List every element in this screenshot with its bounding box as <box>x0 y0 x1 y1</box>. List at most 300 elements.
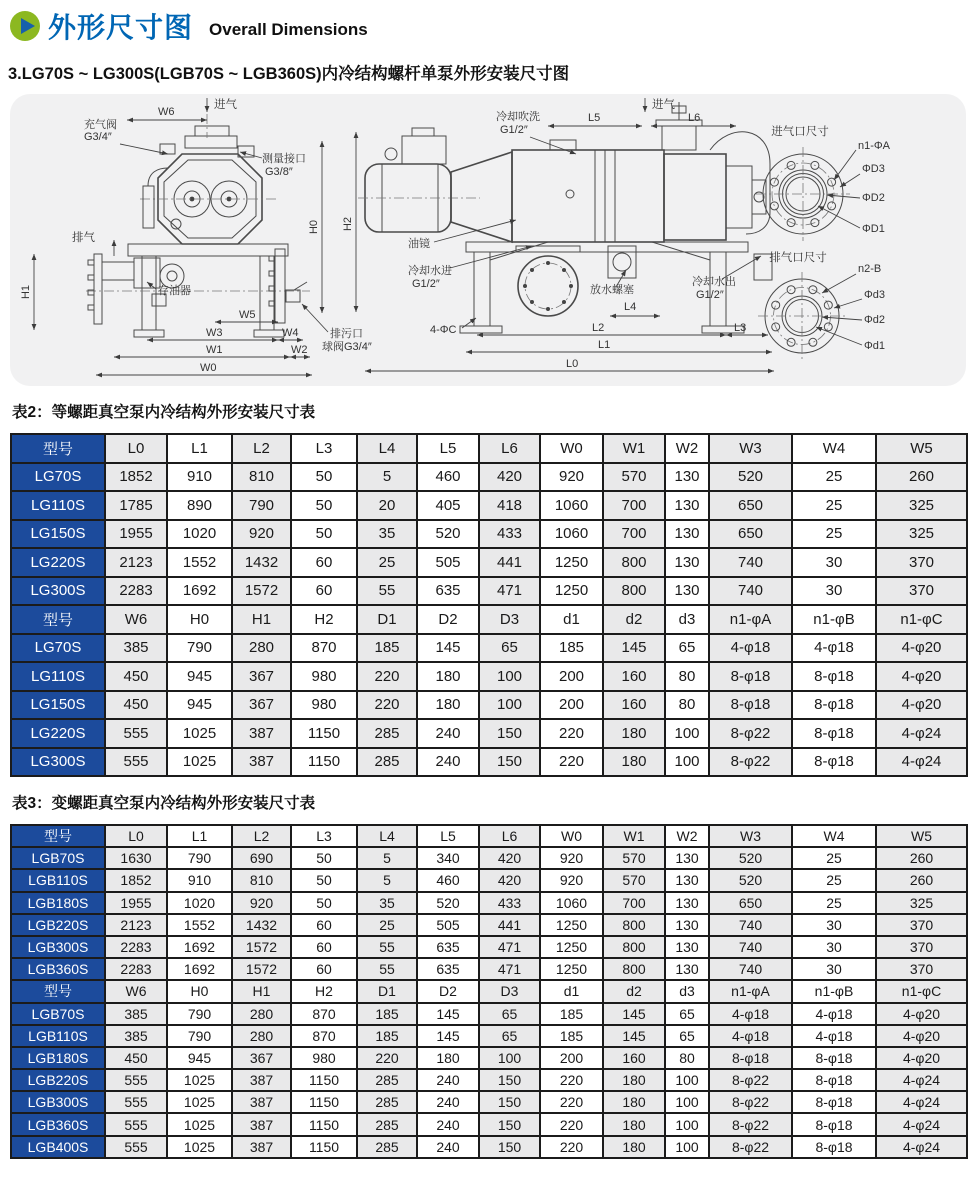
column-header-cell: n1-φA <box>709 605 792 634</box>
dim-label-l6: L6 <box>688 112 701 124</box>
dimension-value-cell: 4-φ24 <box>876 1113 967 1135</box>
dimension-value-cell: 441 <box>479 548 540 577</box>
dimension-value-cell: 1692 <box>167 958 232 980</box>
dimension-value-cell: 4-φ18 <box>792 1003 876 1025</box>
table-row <box>11 892 967 914</box>
dimension-value-cell: 790 <box>167 1003 232 1025</box>
dimension-value-cell: 130 <box>665 491 709 520</box>
dimension-value-cell: 385 <box>105 634 167 663</box>
dimension-value-cell: 150 <box>479 1091 540 1113</box>
dimension-value-cell: 1955 <box>105 892 167 914</box>
dimension-value-cell: 387 <box>232 1136 291 1158</box>
column-header-cell: n1-φB <box>792 605 876 634</box>
dimension-value-cell: 370 <box>876 914 967 936</box>
dimension-value-cell: 340 <box>417 847 479 869</box>
dimension-value-cell: 8-φ18 <box>792 719 876 748</box>
inlet-d2-label: ΦD2 <box>862 192 885 204</box>
dimension-value-cell: 80 <box>665 662 709 691</box>
dimension-value-cell: 1025 <box>167 719 232 748</box>
outlet-d1-label: Φd1 <box>864 340 886 352</box>
dimension-value-cell: 30 <box>792 936 876 958</box>
model-header-cell: 型号 <box>11 980 105 1002</box>
dimension-value-cell: 1432 <box>232 914 291 936</box>
dimension-value-cell: 1572 <box>232 577 291 606</box>
dimension-value-cell: 130 <box>665 892 709 914</box>
dimension-value-cell: 700 <box>603 892 665 914</box>
model-name-cell: LGB70S <box>11 847 105 869</box>
dimension-value-cell: 790 <box>167 1025 232 1047</box>
dimension-value-cell: 50 <box>291 463 357 492</box>
dimension-value-cell: 920 <box>232 892 291 914</box>
table-row <box>11 463 967 492</box>
dimension-value-cell: 433 <box>479 892 540 914</box>
cooling-in-label: 冷却水进 <box>408 265 452 277</box>
exhaust-label: 排气 <box>72 232 95 244</box>
dimension-value-cell: 285 <box>357 748 417 777</box>
model-name-cell: LGB110S <box>11 869 105 891</box>
column-header-cell: H0 <box>167 605 232 634</box>
dimension-value-cell: 1020 <box>167 520 232 549</box>
dimension-value-cell: 650 <box>709 520 792 549</box>
column-header-cell: n1-φA <box>709 980 792 1002</box>
dimension-value-cell: 4-φ18 <box>709 1025 792 1047</box>
dimension-value-cell: 180 <box>603 1091 665 1113</box>
dimension-value-cell: 130 <box>665 847 709 869</box>
table-row <box>11 748 967 777</box>
column-header-cell: L0 <box>105 434 167 463</box>
dim-label-l2: L2 <box>592 322 605 334</box>
dimension-value-cell: 870 <box>291 1025 357 1047</box>
dimension-value-cell: 1060 <box>540 491 603 520</box>
dimension-value-cell: 220 <box>540 719 603 748</box>
dimension-value-cell: 150 <box>479 1069 540 1091</box>
dimension-value-cell: 200 <box>540 1047 603 1069</box>
dimension-value-cell: 180 <box>603 748 665 777</box>
dimension-value-cell: 130 <box>665 577 709 606</box>
model-name-cell: LGB180S <box>11 1047 105 1069</box>
dimension-value-cell: 240 <box>417 1069 479 1091</box>
dimension-value-cell: 8-φ18 <box>792 1113 876 1135</box>
dimension-value-cell: 35 <box>357 520 417 549</box>
dimension-value-cell: 65 <box>479 1003 540 1025</box>
table-row <box>11 577 967 606</box>
column-header-cell: W6 <box>105 605 167 634</box>
dimension-value-cell: 4-φ20 <box>876 1003 967 1025</box>
dimension-value-cell: 800 <box>603 958 665 980</box>
dimension-value-cell: 1552 <box>167 914 232 936</box>
dimension-value-cell: 471 <box>479 936 540 958</box>
column-header-cell: W0 <box>540 434 603 463</box>
dimension-value-cell: 367 <box>232 662 291 691</box>
dimension-value-cell: 910 <box>167 463 232 492</box>
dimension-value-cell: 1955 <box>105 520 167 549</box>
column-header-cell: H1 <box>232 980 291 1002</box>
dimension-value-cell: 1150 <box>291 719 357 748</box>
dimension-value-cell: 130 <box>665 936 709 958</box>
dimension-value-cell: 145 <box>603 1003 665 1025</box>
dimension-value-cell: 570 <box>603 847 665 869</box>
model-name-cell: LGB360S <box>11 1113 105 1135</box>
dimension-value-cell: 5 <box>357 463 417 492</box>
dim-label-l3: L3 <box>734 322 747 334</box>
table-row <box>11 1025 967 1047</box>
dimension-value-cell: 370 <box>876 958 967 980</box>
measure-port-label: 测量接口 <box>262 153 306 165</box>
dimension-value-cell: 570 <box>603 869 665 891</box>
dim-label-w2: W2 <box>291 344 308 356</box>
table-row <box>11 1047 967 1069</box>
dimension-value-cell: 4-φ20 <box>876 1047 967 1069</box>
dimension-value-cell: 60 <box>291 936 357 958</box>
column-header-cell: W6 <box>105 980 167 1002</box>
dimension-value-cell: 570 <box>603 463 665 492</box>
oil-sight-label: 油镜 <box>408 238 430 250</box>
table-row <box>11 691 967 720</box>
dimension-value-cell: 50 <box>291 847 357 869</box>
column-header-cell: H0 <box>167 980 232 1002</box>
drawing-panel <box>10 94 966 386</box>
dimension-value-cell: 740 <box>709 914 792 936</box>
dim-label-w4: W4 <box>282 327 299 339</box>
model-name-cell: LGB300S <box>11 1091 105 1113</box>
outlet-d3-label: Φd3 <box>864 289 886 301</box>
dimension-value-cell: 505 <box>417 914 479 936</box>
column-header-cell: L3 <box>291 434 357 463</box>
side-intake-label: 进气 <box>652 99 675 111</box>
dimension-value-cell: 130 <box>665 914 709 936</box>
dimension-value-cell: 650 <box>709 491 792 520</box>
dimension-value-cell: 555 <box>105 719 167 748</box>
dimension-value-cell: 60 <box>291 577 357 606</box>
dimension-value-cell: 4-φ24 <box>876 1091 967 1113</box>
dimension-value-cell: 450 <box>105 1047 167 1069</box>
dimension-value-cell: 220 <box>357 1047 417 1069</box>
table-row <box>11 936 967 958</box>
dimension-value-cell: 130 <box>665 463 709 492</box>
drain-port-label: 排污口 <box>330 328 363 340</box>
model-name-cell: LG220S <box>11 719 105 748</box>
column-header-cell: W5 <box>876 434 967 463</box>
table-row <box>11 1113 967 1135</box>
column-header-cell: D2 <box>417 980 479 1002</box>
dimension-value-cell: 387 <box>232 748 291 777</box>
front-intake-label: 进气 <box>214 99 237 111</box>
column-header-cell: D2 <box>417 605 479 634</box>
dimension-value-cell: 4-φ20 <box>876 1025 967 1047</box>
dimension-value-cell: 800 <box>603 548 665 577</box>
dimension-value-cell: 1432 <box>232 548 291 577</box>
dimension-value-cell: 367 <box>232 691 291 720</box>
dimension-value-cell: 150 <box>479 1113 540 1135</box>
column-header-cell: W1 <box>603 825 665 847</box>
dimension-value-cell: 285 <box>357 1136 417 1158</box>
dimension-value-cell: 55 <box>357 577 417 606</box>
table-row <box>11 491 967 520</box>
column-header-cell: L1 <box>167 825 232 847</box>
table-row <box>11 847 967 869</box>
table-row <box>11 1003 967 1025</box>
dimension-value-cell: 8-φ18 <box>792 691 876 720</box>
column-header-cell: D3 <box>479 980 540 1002</box>
dimension-value-cell: 920 <box>540 463 603 492</box>
dimension-value-cell: 8-φ22 <box>709 1091 792 1113</box>
inlet-bolt-label: n1-ΦA <box>858 140 891 152</box>
dimension-value-cell: 800 <box>603 914 665 936</box>
dimension-value-cell: 100 <box>479 1047 540 1069</box>
dimension-value-cell: 405 <box>417 491 479 520</box>
outlet-d2-label: Φd2 <box>864 314 886 326</box>
model-name-cell: LG70S <box>11 463 105 492</box>
dimension-value-cell: 8-φ22 <box>709 1136 792 1158</box>
dim-label-w3: W3 <box>206 327 223 339</box>
dimension-value-cell: 240 <box>417 1091 479 1113</box>
dim-label-l5: L5 <box>588 112 601 124</box>
dimension-value-cell: 185 <box>357 1003 417 1025</box>
dimension-value-cell: 160 <box>603 691 665 720</box>
model-name-cell: LGB70S <box>11 1003 105 1025</box>
dimension-value-cell: 60 <box>291 958 357 980</box>
dimension-value-cell: 100 <box>665 719 709 748</box>
dim-label-w0: W0 <box>200 362 217 374</box>
column-header-cell: H2 <box>291 605 357 634</box>
dimension-value-cell: 25 <box>357 548 417 577</box>
dimension-value-cell: 1572 <box>232 936 291 958</box>
dim-label-h0: H0 <box>308 219 320 235</box>
model-header-cell: 型号 <box>11 605 105 634</box>
model-name-cell: LG220S <box>11 548 105 577</box>
dimension-value-cell: 25 <box>792 892 876 914</box>
dimension-value-cell: 980 <box>291 691 357 720</box>
page-title-cn: 外形尺寸图 <box>48 12 194 43</box>
dimension-value-cell: 25 <box>792 520 876 549</box>
column-header-cell: L5 <box>417 434 479 463</box>
dimension-value-cell: 325 <box>876 491 967 520</box>
column-header-cell: W1 <box>603 434 665 463</box>
table-row <box>11 869 967 891</box>
dimension-value-cell: 8-φ22 <box>709 1113 792 1135</box>
dimension-value-cell: 520 <box>417 520 479 549</box>
table-row <box>11 662 967 691</box>
column-header-cell: d3 <box>665 605 709 634</box>
dimension-value-cell: 1060 <box>540 520 603 549</box>
dimension-value-cell: 1025 <box>167 1136 232 1158</box>
dimension-value-cell: 150 <box>479 1136 540 1158</box>
dimension-value-cell: 555 <box>105 1113 167 1135</box>
dimension-value-cell: 8-φ22 <box>709 748 792 777</box>
column-header-cell: W3 <box>709 825 792 847</box>
model-name-cell: LG110S <box>11 491 105 520</box>
column-header-cell: n1-φC <box>876 605 967 634</box>
dimension-value-cell: 185 <box>357 1025 417 1047</box>
column-header-cell: W2 <box>665 434 709 463</box>
cooling-out-size: G1/2″ <box>696 289 724 301</box>
dimension-value-cell: 200 <box>540 662 603 691</box>
dimension-value-cell: 740 <box>709 958 792 980</box>
dimension-value-cell: 4-φ24 <box>876 748 967 777</box>
play-icon <box>10 11 40 41</box>
dimension-value-cell: 185 <box>540 1003 603 1025</box>
dimension-drawing <box>10 94 966 386</box>
dimension-value-cell: 25 <box>792 491 876 520</box>
dimension-value-cell: 4-φ20 <box>876 662 967 691</box>
dimension-value-cell: 790 <box>167 847 232 869</box>
table-row <box>11 634 967 663</box>
dimension-value-cell: 1552 <box>167 548 232 577</box>
dimension-value-cell: 920 <box>232 520 291 549</box>
dimension-value-cell: 130 <box>665 520 709 549</box>
table2-caption: 表2：等螺距真空泵内冷结构外形安装尺寸表 <box>12 404 316 421</box>
dimension-value-cell: 8-φ18 <box>709 691 792 720</box>
dimension-value-cell: 471 <box>479 577 540 606</box>
dimension-value-cell: 65 <box>479 1025 540 1047</box>
dimension-value-cell: 790 <box>167 634 232 663</box>
dimension-value-cell: 8-φ18 <box>792 1069 876 1091</box>
dimension-value-cell: 50 <box>291 491 357 520</box>
table-header-row <box>11 434 967 463</box>
column-header-cell: d1 <box>540 605 603 634</box>
dim-label-w6: W6 <box>158 106 175 118</box>
model-name-cell: LG110S <box>11 662 105 691</box>
dimension-value-cell: 325 <box>876 520 967 549</box>
dimension-value-cell: 180 <box>603 1069 665 1091</box>
dimension-value-cell: 1692 <box>167 936 232 958</box>
column-header-cell: H2 <box>291 980 357 1002</box>
dimension-value-cell: 180 <box>603 719 665 748</box>
dimension-value-cell: 2283 <box>105 577 167 606</box>
dimension-value-cell: 1150 <box>291 1113 357 1135</box>
dimension-value-cell: 1852 <box>105 463 167 492</box>
dimension-value-cell: 220 <box>540 1091 603 1113</box>
model-header-cell: 型号 <box>11 825 105 847</box>
dimension-value-cell: 1250 <box>540 914 603 936</box>
dimension-value-cell: 55 <box>357 936 417 958</box>
dimension-value-cell: 2123 <box>105 914 167 936</box>
outlet-flange-title: 排气口尺寸 <box>769 252 827 264</box>
dimension-value-cell: 25 <box>792 847 876 869</box>
dimension-value-cell: 555 <box>105 1069 167 1091</box>
dimension-value-cell: 220 <box>540 748 603 777</box>
dimension-value-cell: 1020 <box>167 892 232 914</box>
charge-valve-size: G3/4″ <box>84 131 112 143</box>
dimension-value-cell: 80 <box>665 691 709 720</box>
dimension-value-cell: 185 <box>540 1025 603 1047</box>
page-title-en: Overall Dimensions <box>209 20 368 39</box>
dimension-value-cell: 180 <box>417 1047 479 1069</box>
dimension-value-cell: 180 <box>603 1113 665 1135</box>
dimension-value-cell: 65 <box>665 1025 709 1047</box>
dimension-value-cell: 280 <box>232 1025 291 1047</box>
dimension-value-cell: 690 <box>232 847 291 869</box>
dimension-value-cell: 471 <box>479 958 540 980</box>
dimension-value-cell: 945 <box>167 691 232 720</box>
dim-label-w1: W1 <box>206 344 223 356</box>
dimension-value-cell: 220 <box>540 1113 603 1135</box>
model-name-cell: LGB220S <box>11 914 105 936</box>
oil-reservoir-label: 存油器 <box>158 285 191 297</box>
dimension-value-cell: 60 <box>291 914 357 936</box>
dimension-value-cell: 420 <box>479 463 540 492</box>
column-header-cell: D3 <box>479 605 540 634</box>
dimension-value-cell: 285 <box>357 1091 417 1113</box>
dim-label-h1: H1 <box>20 284 32 300</box>
charge-valve-label: 充气阀 <box>84 119 117 131</box>
dimension-value-cell: 635 <box>417 936 479 958</box>
dimension-value-cell: 4-φ24 <box>876 719 967 748</box>
dimension-value-cell: 260 <box>876 847 967 869</box>
column-header-cell: W4 <box>792 825 876 847</box>
dimension-value-cell: 240 <box>417 1136 479 1158</box>
dimension-value-cell: 100 <box>665 1091 709 1113</box>
dimension-value-cell: 4-φ18 <box>709 634 792 663</box>
dimension-value-cell: 20 <box>357 491 417 520</box>
table-row <box>11 914 967 936</box>
column-header-cell: n1-φB <box>792 980 876 1002</box>
dimension-value-cell: 790 <box>232 491 291 520</box>
dimension-value-cell: 1572 <box>232 958 291 980</box>
dimension-value-cell: 385 <box>105 1025 167 1047</box>
dimension-value-cell: 1250 <box>540 958 603 980</box>
table-row <box>11 1136 967 1158</box>
dimension-value-cell: 460 <box>417 463 479 492</box>
dimension-value-cell: 325 <box>876 892 967 914</box>
column-header-cell: W5 <box>876 825 967 847</box>
dimension-value-cell: 450 <box>105 662 167 691</box>
dimension-value-cell: 387 <box>232 1091 291 1113</box>
dimension-value-cell: 460 <box>417 869 479 891</box>
dimension-value-cell: 200 <box>540 691 603 720</box>
dimension-value-cell: 150 <box>479 748 540 777</box>
dimension-value-cell: 4-φ20 <box>876 691 967 720</box>
dimension-value-cell: 1785 <box>105 491 167 520</box>
model-name-cell: LGB220S <box>11 1069 105 1091</box>
dim-label-h2: H2 <box>342 216 354 232</box>
model-name-cell: LGB400S <box>11 1136 105 1158</box>
dimension-value-cell: 520 <box>709 869 792 891</box>
column-header-cell: L0 <box>105 825 167 847</box>
dim-label-l0: L0 <box>566 358 579 370</box>
dimension-value-cell: 30 <box>792 958 876 980</box>
flange-outlet-view <box>758 250 885 360</box>
dimension-value-cell: 100 <box>665 1113 709 1135</box>
dimension-value-cell: 370 <box>876 936 967 958</box>
dimension-value-cell: 700 <box>603 520 665 549</box>
figure-subtitle: 3.LG70S ~ LG300S(LGB70S ~ LGB360S)内冷结构螺杆单泵外形安装尺寸图 <box>8 65 570 83</box>
anchor-bolt-label: 4-ΦC <box>430 324 457 336</box>
dimension-value-cell: 810 <box>232 869 291 891</box>
dimension-value-cell: 635 <box>417 577 479 606</box>
dimension-value-cell: 420 <box>479 869 540 891</box>
dimension-value-cell: 635 <box>417 958 479 980</box>
dimension-value-cell: 30 <box>792 914 876 936</box>
dimension-value-cell: 100 <box>479 662 540 691</box>
dimension-value-cell: 8-φ22 <box>709 719 792 748</box>
dimension-value-cell: 700 <box>603 491 665 520</box>
dimension-value-cell: 5 <box>357 847 417 869</box>
dimension-value-cell: 220 <box>540 1069 603 1091</box>
dimension-value-cell: 240 <box>417 1113 479 1135</box>
table-row <box>11 958 967 980</box>
dimension-value-cell: 450 <box>105 691 167 720</box>
model-name-cell: LG150S <box>11 691 105 720</box>
dimension-value-cell: 8-φ18 <box>709 662 792 691</box>
dimension-value-cell: 100 <box>665 748 709 777</box>
dimension-value-cell: 145 <box>417 1003 479 1025</box>
page-header <box>0 0 976 45</box>
model-name-cell: LG70S <box>11 634 105 663</box>
dimension-value-cell: 8-φ18 <box>792 748 876 777</box>
dimension-value-cell: 910 <box>167 869 232 891</box>
dimension-value-cell: 870 <box>291 634 357 663</box>
